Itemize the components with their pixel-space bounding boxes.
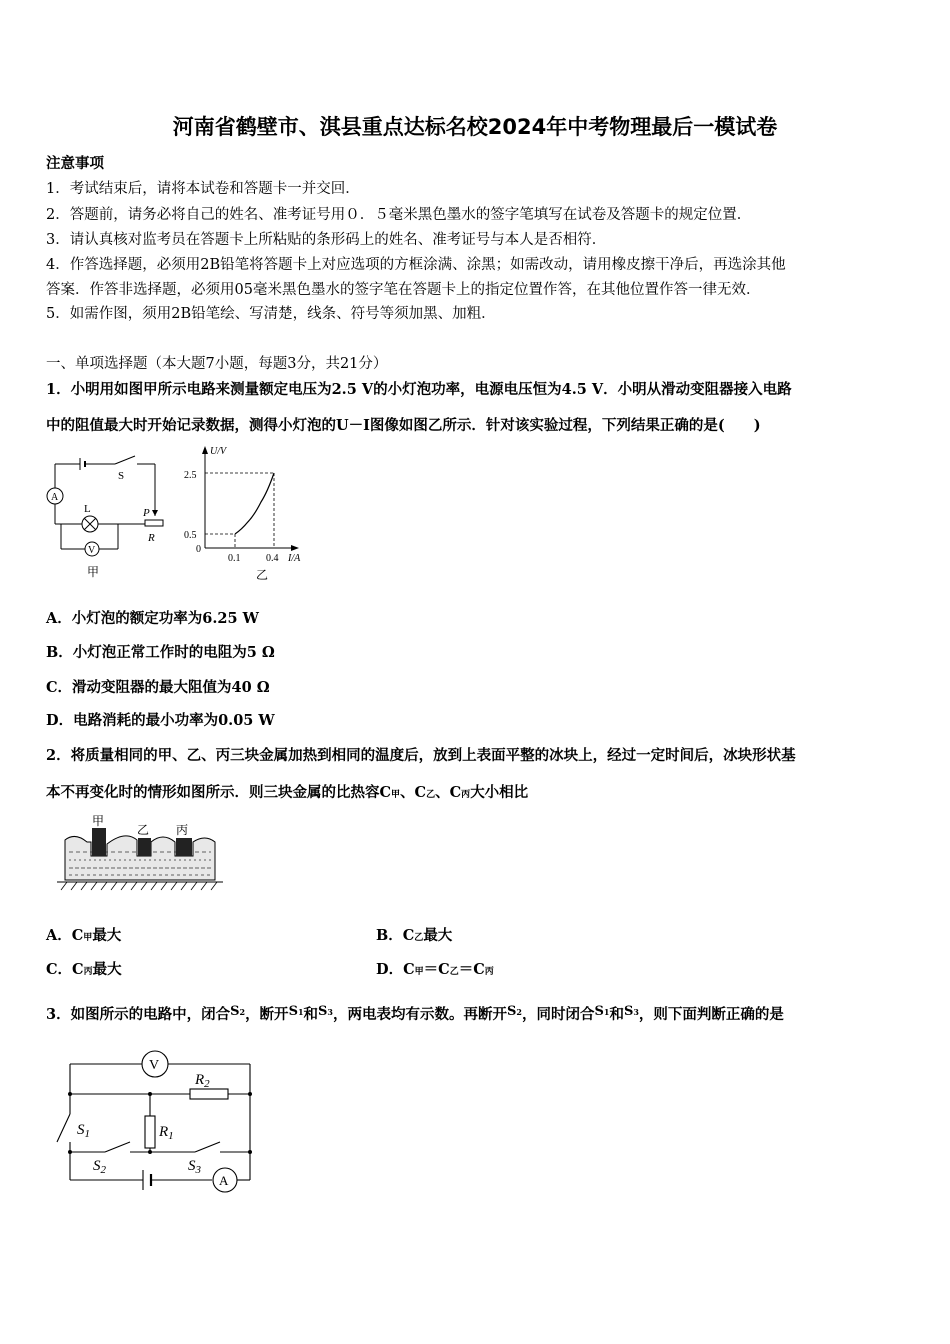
- lamp-label: L: [84, 503, 91, 515]
- notice-item-4: 4．作答选择题，必须用2B铅笔将答题卡上对应选项的方框涂满、涂黑；如需改动，请用橡皮擦干净后，再选涂其他: [46, 257, 786, 273]
- notice-heading: 注意事项: [46, 155, 104, 172]
- metal-block-jia: [92, 828, 106, 856]
- fig-label-bing: 丙: [176, 823, 189, 837]
- ammeter-label: A: [51, 492, 59, 503]
- metal-block-bing: [176, 838, 192, 856]
- q2-stem-line2: 本不再变化时的情形如图所示．则三块金属的比热容C甲、C乙、C丙大小相比: [46, 784, 529, 801]
- q1-option-a: A．小灯泡的额定功率为6.25 W: [46, 610, 259, 627]
- fig-jia-caption: 甲: [87, 565, 100, 579]
- q1-stem-line1: 1．小明用如图甲所示电路来测量额定电压为2.5 V的小灯泡功率，电源电压恒为4.5 V．小明从滑动变阻器接入电路: [46, 381, 792, 398]
- q3-s3-label: $S_3$: [188, 1158, 201, 1176]
- q1-stem-line2: 中的阻值最大时开始记录数据，测得小灯泡的U－I图像如图乙所示．针对该实验过程，下列结果正确的是( ): [46, 417, 761, 434]
- q3-circuit-diagram: [45, 1042, 260, 1197]
- slider-label: P: [143, 507, 150, 519]
- q3-voltmeter-label: V: [149, 1058, 160, 1073]
- q3-r2-label: $R_2$: [195, 1072, 210, 1090]
- section-heading: 一、单项选择题（本大题7小题，每题3分，共21分）: [46, 356, 388, 372]
- q2-option-a: A．C甲最大: [46, 927, 122, 944]
- metal-block-yi: [138, 838, 151, 856]
- rheostat-label: R: [148, 532, 155, 544]
- q1-option-d: D．电路消耗的最小功率为0.05 W: [46, 712, 275, 729]
- chart-ytick-0.5: 0.5: [184, 530, 197, 541]
- fig-label-yi: 乙: [137, 823, 150, 837]
- q1-ui-chart: [180, 440, 315, 585]
- chart-ylabel: U/V: [210, 446, 227, 457]
- notice-item-2: 2．答题前，请务必将自己的姓名、准考证号用０．５毫米黑色墨水的签字笔填写在试卷及答题卡的规定位置．: [46, 207, 752, 223]
- q1-option-b: B．小灯泡正常工作时的电阻为5 Ω: [46, 644, 275, 661]
- notice-item-5: 5．如需作图，须用2B铅笔绘、写清楚，线条、符号等须加黑、加粗．: [46, 306, 496, 322]
- notice-item-4-cont: 答案．作答非选择题，必须用05毫米黑色墨水的签字笔在答题卡上的指定位置作答，在其他位置作答一律无效．: [46, 282, 761, 298]
- chart-xtick-0.4: 0.4: [266, 553, 279, 564]
- notice-item-1: 1．考试结束后，请将本试卷和答题卡一并交回．: [46, 181, 360, 197]
- q2-stem-line1: 2．将质量相同的甲、乙、丙三块金属加热到相同的温度后，放到上表面平整的冰块上，经过一定时间后，冰块形状基: [46, 747, 796, 764]
- q2-option-d: D．C甲＝C乙＝C丙: [376, 961, 494, 978]
- q3-s2-label: $S_2$: [93, 1158, 106, 1176]
- chart-series-line: [235, 473, 274, 534]
- q3-s1-label: $S_1$: [77, 1122, 90, 1140]
- q3-r1-label: $R_1$: [159, 1124, 174, 1142]
- q2-ice-figure: [55, 812, 225, 894]
- notice-item-3: 3．请认真核对监考员在答题卡上所粘贴的条形码上的姓名、准考证号与本人是否相符．: [46, 232, 607, 248]
- q3-ammeter-label: A: [219, 1173, 229, 1188]
- q2-option-b: B．C乙最大: [376, 927, 453, 944]
- page-title: 河南省鹤壁市、淇县重点达标名校2024年中考物理最后一模试卷: [172, 115, 778, 139]
- q1-option-c: C．滑动变阻器的最大阻值为40 Ω: [46, 679, 270, 696]
- fig-yi-caption: 乙: [256, 568, 269, 582]
- q3-stem: 3．如图所示的电路中，闭合S2，断开S1和S3，两电表均有示数。再断开S2，同时闭合S1和S3，则下面判断正确的是: [46, 1004, 784, 1023]
- chart-ytick-2.5: 2.5: [184, 470, 197, 481]
- q1-circuit-diagram: [40, 452, 180, 580]
- chart-xlabel: I/A: [288, 553, 301, 564]
- chart-origin: 0: [196, 544, 201, 555]
- fig-label-jia: 甲: [92, 814, 105, 828]
- q2-option-c: C．C丙最大: [46, 961, 122, 978]
- chart-xtick-0.1: 0.1: [228, 553, 241, 564]
- voltmeter-label: V: [88, 545, 96, 556]
- switch-label: S: [118, 470, 125, 482]
